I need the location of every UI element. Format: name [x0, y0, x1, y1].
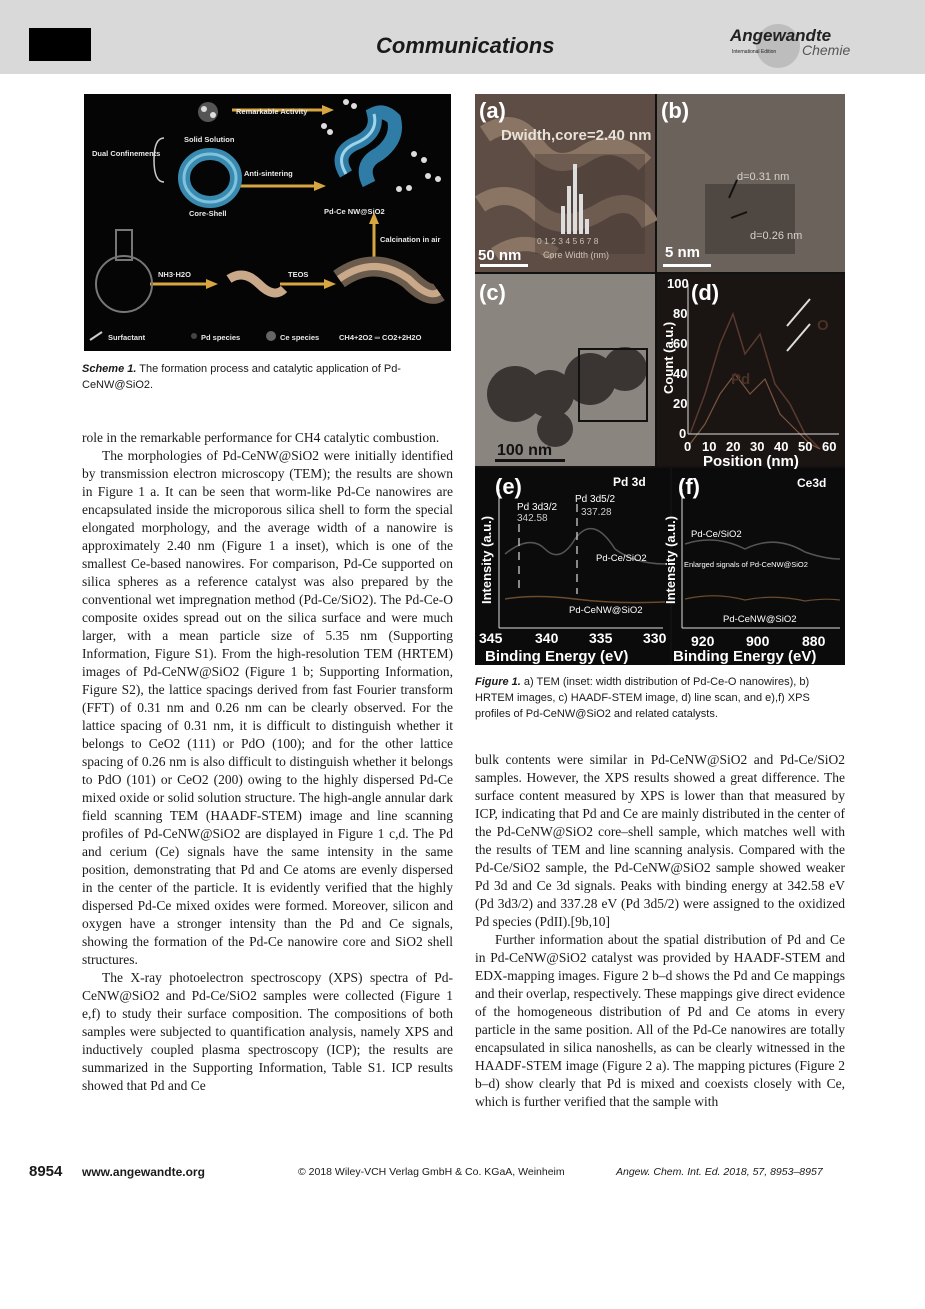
page-number: 8954: [29, 1163, 63, 1180]
panel-e-ylabel: Intensity (a.u.): [479, 515, 494, 604]
panel-label-c: (c): [479, 280, 506, 305]
panel-d-xtick-10: 10: [702, 439, 717, 454]
panel-e-xtick-335: 335: [589, 630, 613, 646]
right-column: [475, 751, 845, 1111]
scheme-label-product: Pd-Ce NW@SiO2: [324, 207, 385, 216]
panel-f-title: Ce3d: [797, 476, 827, 490]
scheme-label-solid-solution: Solid Solution: [184, 135, 235, 144]
scheme-legend-pd: Pd species: [201, 333, 241, 342]
paragraph: The X-ray photoelectron spectroscopy (XPS) spectra of Pd-CeNW@SiO2 and Pd-Ce/SiO2 samples were collected (Figure 1 e,f) to study their surface composition. The compositions of both samples were subjected to quantification analysis, namely XPS and inductively coupled plasma spectroscopy (ICP); the results are summarized in the Supporting Information, Table S1. ICP results showed that Pd and Ce: [82, 970, 453, 1093]
panel-label-b: (b): [661, 98, 690, 123]
panel-f-xtick-900: 900: [746, 633, 770, 649]
scheme-legend-surfactant: Surfactant: [108, 333, 146, 342]
panel-e-xtick-330: 330: [643, 630, 667, 646]
panel-a-width-label: Dwidth,core=2.40 nm: [501, 127, 652, 144]
panel-d-xlabel: Position (nm): [703, 453, 799, 470]
panel-d-ytick-60: 60: [673, 336, 688, 351]
panel-d-xtick-0: 0: [684, 439, 692, 454]
panel-f-enlarged: Enlarged signals of Pd-CeNW@SiO2: [684, 560, 808, 569]
panel-label-f: (f): [678, 474, 700, 499]
panel-b-d1: d=0.31 nm: [737, 171, 790, 183]
panel-e-series1: Pd-Ce/SiO2: [596, 553, 647, 564]
panel-f-xtick-880: 880: [802, 633, 826, 649]
scheme-legend-reaction: CH4+2O2 ═ CO2+2H2O: [339, 333, 422, 342]
panel-e-xlabel: Binding Energy (eV): [485, 648, 629, 665]
panel-a-axis: Core Width (nm): [543, 250, 610, 260]
journal-name-bottom: Chemie: [802, 42, 851, 58]
scheme-label-dual: Dual Confinements: [92, 149, 161, 158]
panel-a-ticks: 0 1 2 3 4 5 6 7 8: [537, 236, 599, 246]
panel-d-ytick-40: 40: [673, 366, 688, 381]
panel-e-peak1: Pd 3d3/2: [517, 502, 558, 513]
panel-e-peak2-val: 337.28: [581, 507, 612, 518]
panel-label-a: (a): [479, 98, 506, 123]
journal-edition: International Edition: [732, 49, 777, 55]
website-link[interactable]: www.angewandte.org: [82, 1165, 205, 1179]
panel-e-series2: Pd-CeNW@SiO2: [569, 605, 643, 616]
paragraph: The morphologies of Pd-CeNW@SiO2 were initially identified by transmission electron microscopy (TEM); the results are shown in Figure 1 a. It can be seen that worm-like Pd-Ce nanowires are encapsulated inside the microporous silica shell to form the special elongated morphology, and the average width of a nanowire is approximately 2.40 nm (Figure 1 a inset), which is one of the smallest Ce-based nanowires. For comparison, Pd-Ce supported on silica spheres as a reference catalyst was also prepared by the conventional wet impregnation method (Pd-Ce/SiO2). The Pd-Ce-O composite oxides spread out on the silica surface and were much larger, with a mean particle size of 5.35 nm (Supporting Information, Figure S1). From the high-resolution TEM (HRTEM) images of Pd-CeNW@SiO2 (Figure 1 b; Supporting Information, Figure S2), the lattice spacings derived from fast Fourier transform (FFT) of 0.31 nm and 0.26 nm can be clearly observed. For the lattice spacing of 0.31 nm, it is difficult to distinguish whether it belongs to CeO2 (111) or PdO (100); and for the other lattice spacing of 0.26 nm is also difficult to distinguish whether it belongs to PdO (101) or CeO2 (200) owing to the highly dispersed Pd-Ce mixed oxide or solid solution structure. The high-angle annular dark field scanning TEM (HAADF-STEM) image and line scanning profiles of Pd-CeNW@SiO2 are displayed in Figure 1 c,d. The Pd and cerium (Ce) signals have the same intensity in the same position, demonstrating that Pd and Ce atoms are evenly dispersed in the center of the particle. It is evidently verified that the highly dispersed Pd-Ce mixed oxides were formed. Moreover, silicon and oxygen have a stronger intensity than the Pd and Ce signals, showing the formation of the Pd-Ce nanowire core and SiO2 shell structures.: [82, 448, 453, 967]
figure-caption-label: Figure 1.: [475, 676, 521, 688]
panel-d-xtick-50: 50: [798, 439, 813, 454]
panel-c-scale: 100 nm: [497, 442, 553, 459]
scheme-legend-ce: Ce species: [280, 333, 320, 342]
panel-d-xtick-20: 20: [726, 439, 741, 454]
paragraph: role in the remarkable performance for CH4 catalytic combustion.: [82, 430, 440, 445]
panel-d-pd: Pd: [731, 371, 751, 388]
scheme-label-core-shell: Core-Shell: [189, 209, 227, 218]
citation: Angew. Chem. Int. Ed. 2018, 57, 8953–8957: [616, 1166, 823, 1178]
paragraph: Further information about the spatial distribution of Pd and Ce in Pd-CeNW@SiO2 catalyst was provided by HAADF-STEM and EDX-mapping images. Figure 2 b–d shows the Pd and Ce mappings and their overlap, respectively. These mappings give direct evidence of the homogeneous distribution of Pd and Ce atoms in every particle in the same position. All of the Pd-Ce nanowires are totally encapsulated in silica nanoshells, as can be clearly witnessed in the HAADF-STEM image (Figure 2 a). The mapping pictures (Figure 2 b–d) show clearly that Pd is mixed and coexists closely with Ce, which is further verified that the sample with: [475, 932, 845, 1109]
page-footer: [0, 1165, 925, 1185]
scheme-label-teos: TEOS: [288, 270, 309, 279]
panel-e-peak1-val: 342.58: [517, 513, 548, 524]
panel-e-peak2: Pd 3d5/2: [575, 494, 616, 505]
panel-e-xtick-345: 345: [479, 630, 503, 646]
panel-b-d2: d=0.26 nm: [750, 230, 803, 242]
panel-a-scale: 50 nm: [478, 247, 522, 264]
panel-d-o: O: [817, 317, 829, 334]
panel-b-scale: 5 nm: [665, 244, 701, 261]
figure-1-image: [475, 94, 845, 665]
journal-logo: [730, 24, 850, 66]
panel-f-series1: Pd-Ce/SiO2: [691, 529, 742, 540]
panel-f-series2: Pd-CeNW@SiO2: [723, 614, 797, 625]
panel-d-ytick-0: 0: [679, 426, 687, 441]
panel-d-ytick-80: 80: [673, 306, 688, 321]
paragraph: bulk contents were similar in Pd-CeNW@SiO2 and Pd-Ce/SiO2 samples. However, the XPS results showed a great difference. The surface content measured by XPS is lower than that measured by ICP, indicating that Pd and Ce are mainly distributed in the center of the Pd-CeNW@SiO2 core–shell sample, which matches well with the results of TEM and line scanning analysis. Compared with the Pd-Ce/SiO2 sample, the Pd-CeNW@SiO2 sample showed weaker Pd 3d and Ce 3d signals. Peaks with binding energy at 342.58 eV (Pd 3d3/2) and 337.28 eV (Pd 3d5/2) were assigned to the oxidized Pd species (PdII).[9b,10]: [475, 752, 845, 929]
scheme-caption-text: The formation process and catalytic application of Pd-CeNW@SiO2.: [82, 363, 401, 391]
scheme-label-nh3: NH3·H2O: [158, 270, 191, 279]
panel-e-xtick-340: 340: [535, 630, 559, 646]
section-title: Communications: [376, 33, 555, 58]
left-column: [82, 429, 453, 1095]
panel-e-title: Pd 3d: [613, 475, 646, 489]
panel-d-xtick-40: 40: [774, 439, 789, 454]
scheme-label-anti-sintering: Anti-sintering: [244, 169, 293, 178]
panel-label-d: (d): [691, 280, 720, 305]
figure-caption-text: a) TEM (inset: width distribution of Pd-Ce-O nanowires), b) HRTEM images, c) HAADF-STEM image, d) line scan, and e),f) XPS profiles of Pd-CeNW@SiO2 and related catalysts.: [475, 676, 810, 720]
gdch-logo-text: GDCh: [33, 26, 77, 42]
scheme-caption-label: Scheme 1.: [82, 363, 137, 375]
panel-f-ylabel: Intensity (a.u.): [663, 515, 678, 604]
panel-label-e: (e): [495, 474, 522, 499]
scheme-1-image: [84, 94, 451, 351]
panel-d-ytick-100: 100: [667, 276, 689, 291]
scheme-label-activity: Remarkable Activity: [236, 107, 308, 116]
scheme-1-caption: [82, 361, 452, 393]
panel-d-ytick-20: 20: [673, 396, 688, 411]
scheme-label-calcination: Calcination in air: [380, 235, 441, 244]
journal-name-top: Angewandte: [730, 26, 832, 45]
figure-1-caption: [475, 674, 847, 722]
panel-d-ylabel: Count (a.u.): [661, 321, 676, 394]
panel-d-xtick-60: 60: [822, 439, 837, 454]
panel-f-xlabel: Binding Energy (eV): [673, 648, 817, 665]
page-header: [0, 0, 925, 74]
copyright: © 2018 Wiley-VCH Verlag GmbH & Co. KGaA, Weinheim: [298, 1166, 565, 1178]
panel-f-xtick-920: 920: [691, 633, 715, 649]
panel-d-xtick-30: 30: [750, 439, 765, 454]
